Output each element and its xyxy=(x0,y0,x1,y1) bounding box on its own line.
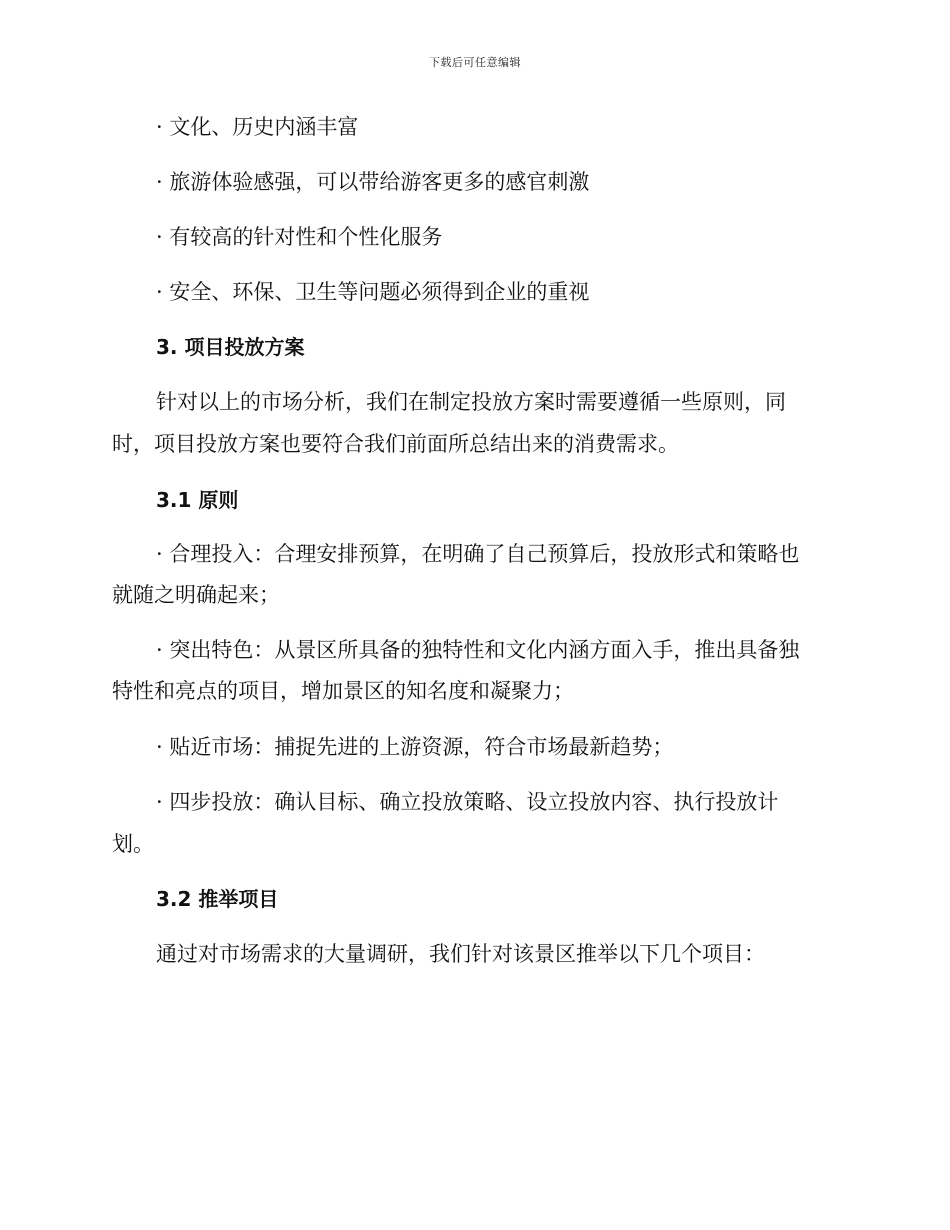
principle-line: · 贴近市场：捕捉先进的上游资源，符合市场最新趋势； xyxy=(156,735,674,759)
feature-item: · 有较高的针对性和个性化服务 xyxy=(156,225,443,249)
section-heading-3-1: 3.1 原则 xyxy=(156,488,239,512)
feature-item: · 旅游体验感强，可以带给游客更多的感官刺激 xyxy=(156,170,590,194)
feature-item: · 安全、环保、卫生等问题必须得到企业的重视 xyxy=(156,280,590,304)
principle-line: · 突出特色：从景区所具备的独特性和文化内涵方面入手，推出具备独 xyxy=(156,638,800,662)
principle-line: · 四步投放：确认目标、确立投放策略、设立投放内容、执行投放计 xyxy=(156,790,779,814)
principle-line: · 合理投入：合理安排预算，在明确了自己预算后，投放形式和策略也 xyxy=(156,542,800,566)
page-header-note: 下载后可任意编辑 xyxy=(429,56,521,69)
principle-line: 特性和亮点的项目，增加景区的知名度和凝聚力； xyxy=(112,679,574,703)
paragraph-line: 通过对市场需求的大量调研，我们针对该景区推举以下几个项目： xyxy=(156,942,765,966)
section-heading-3: 3. 项目投放方案 xyxy=(156,335,305,359)
principle-line: 就随之明确起来； xyxy=(112,583,280,607)
section-heading-3-2: 3.2 推举项目 xyxy=(156,887,279,911)
principle-line: 划。 xyxy=(112,832,154,856)
paragraph-line: 针对以上的市场分析，我们在制定投放方案时需要遵循一些原则，同 xyxy=(156,390,786,414)
feature-item: · 文化、历史内涵丰富 xyxy=(156,115,359,139)
paragraph-line: 时，项目投放方案也要符合我们前面所总结出来的消费需求。 xyxy=(112,432,679,456)
